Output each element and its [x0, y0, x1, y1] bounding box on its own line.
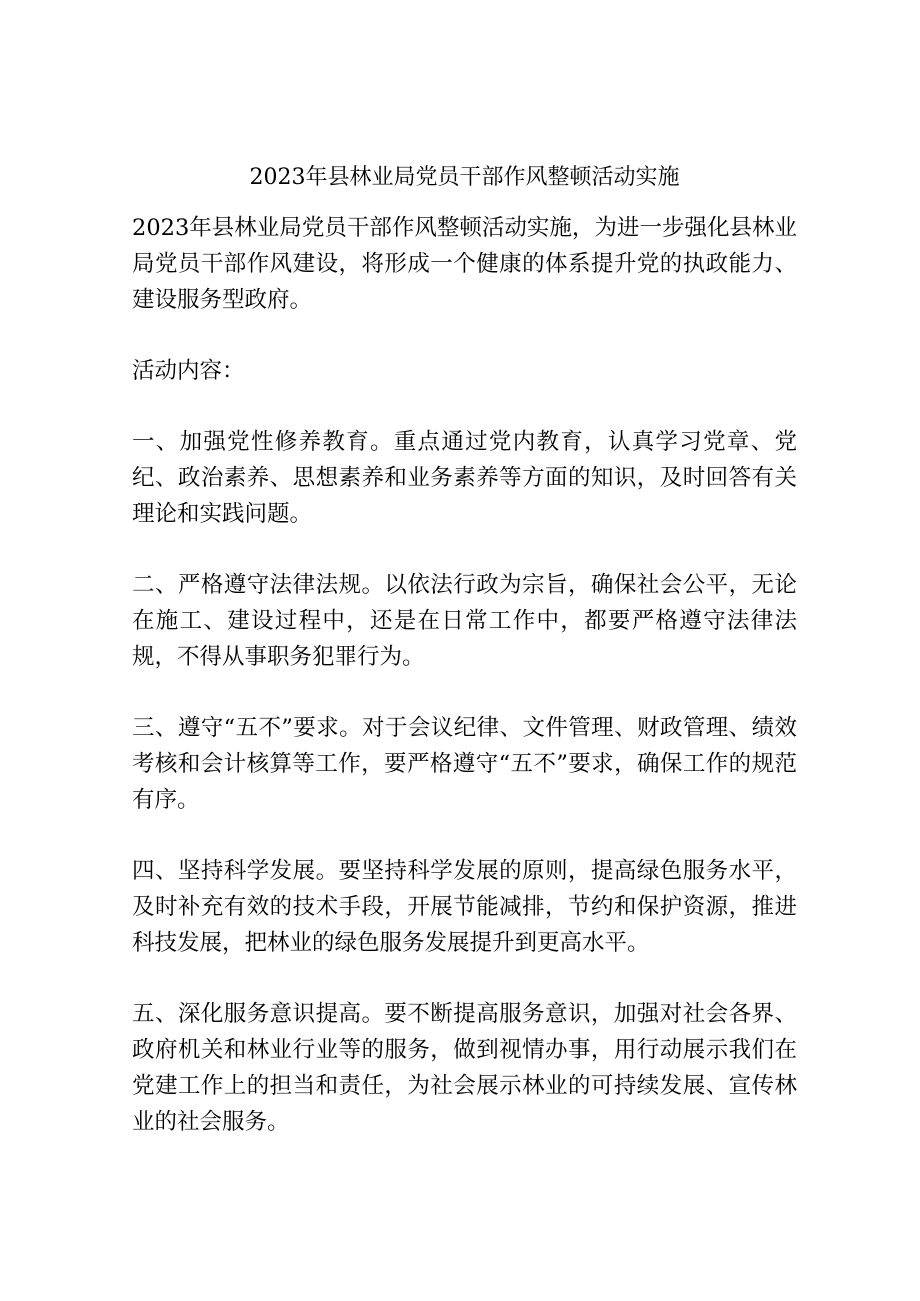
list-item-2: 二、严格遵守法律法规。以依法行政为宗旨，确保社会公平，无论在施工、建设过程中，还是在日常工作中，都要严格遵守法律法规，不得从事职务犯罪行为。	[132, 572, 797, 670]
list-item-4: 四、坚持科学发展。要坚持科学发展的原则，提高绿色服务水平，及时补充有效的技术手段，开展节能减排，节约和保护资源，推进科技发展，把林业的绿色服务发展提升到更高水平。	[132, 858, 797, 956]
list-item-1: 一、加强党性修养教育。重点通过党内教育，认真学习党章、党纪、政治素养、思想素养和业务素养等方面的知识，及时回答有关理论和实践问题。	[132, 429, 797, 527]
document-body	[132, 210, 797, 1175]
section-heading: 活动内容：	[132, 358, 245, 384]
intro-paragraph: 2023年县林业局党员干部作风整顿活动实施，为进一步强化县林业局党员干部作风建设，将形成一个健康的体系提升党的执政能力、建设服务型政府。	[132, 215, 797, 313]
document-title: 2023年县林业局党员干部作风整顿活动实施	[249, 165, 680, 190]
list-item-3: 三、遵守“五不”要求。对于会议纪律、文件管理、财政管理、绩效考核和会计核算等工作，要严格遵守“五不”要求，确保工作的规范有序。	[132, 715, 797, 813]
list-item-5: 五、深化服务意识提高。要不断提高服务意识，加强对社会各界、政府机关和林业行业等的服务，做到视情办事，用行动展示我们在党建工作上的担当和责任，为社会展示林业的可持续发展、宣传林业的社会服务。	[132, 1001, 797, 1135]
